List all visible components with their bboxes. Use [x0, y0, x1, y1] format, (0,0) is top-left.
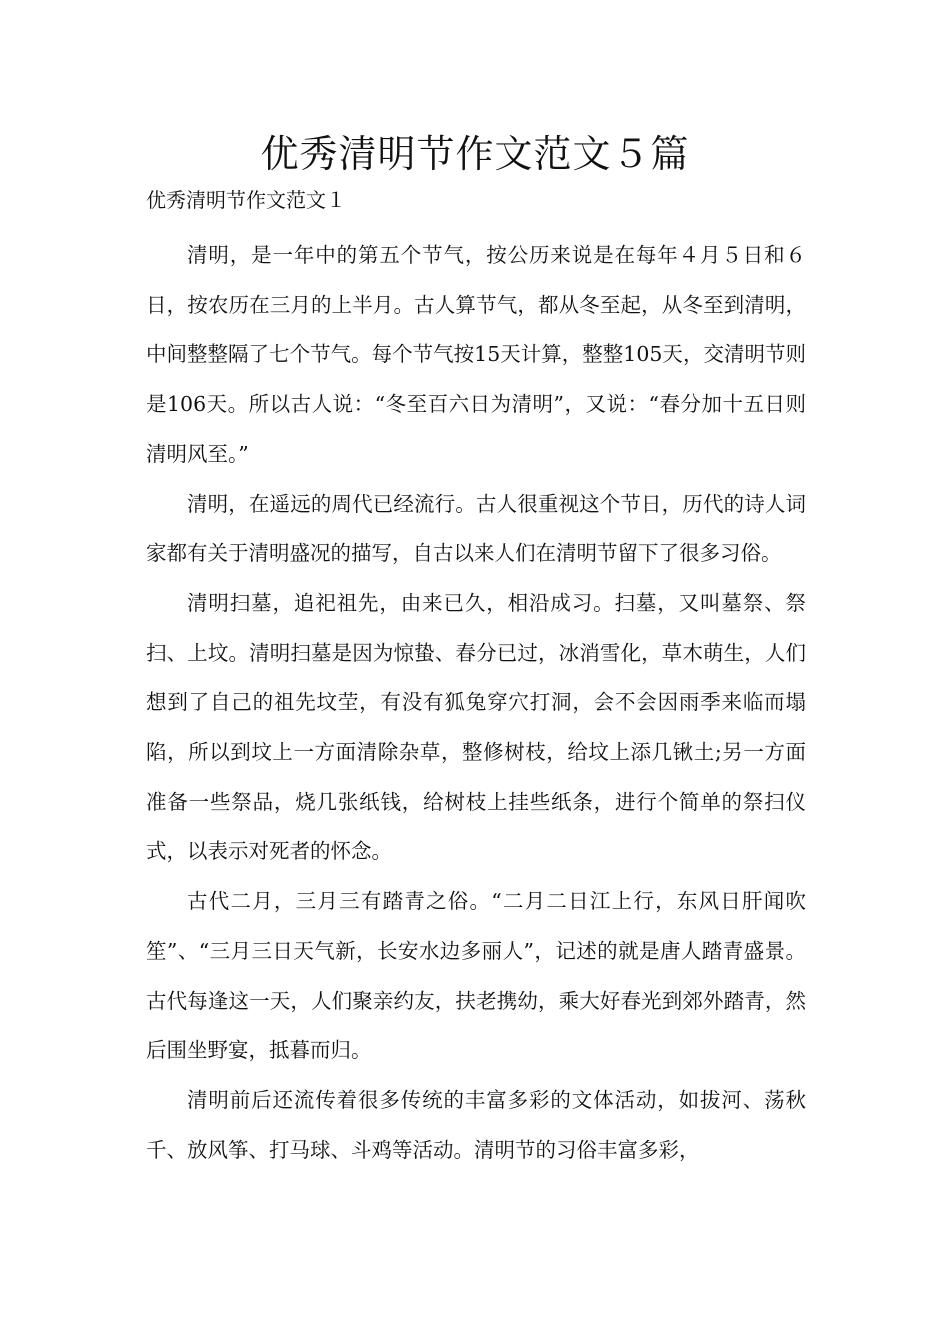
essay-heading: 优秀清明节作文范文１ — [146, 188, 346, 212]
paragraph: 清明，在遥远的周代已经流行。古人很重视这个节日，历代的诗人词家都有关于清明盛况的描写，自古以来人们在清明节留下了很多习俗。 — [146, 491, 806, 566]
document-body — [146, 231, 806, 1175]
paragraph: 古代二月，三月三有踏青之俗。“二月二日江上行，东风日肝闻吹笙”、“三月三日天气新，长安水边多丽人”，记述的就是唐人踏青盛景。古代每逢这一天，人们聚亲约友，扶老携幼，乘大好春光到郊外踏青，然后围坐野宴，抵暮而归。 — [146, 889, 806, 1063]
paragraph: 清明扫墓，追祀祖先，由来已久，相沿成习。扫墓，又叫墓祭、祭扫、上坟。清明扫墓是因为惊蛰、春分已过，冰消雪化，草木萌生，人们想到了自己的祖先坟茔，有没有狐兔穿穴打洞，会不会因雨季来临而塌陷，所以到坟上一方面清除杂草，整修树枝，给坟上添几锹土;另一方面准备一些祭品，烧几张纸钱，给树枝上挂些纸条，进行个简单的祭扫仪式，以表示对死者的怀念。 — [146, 590, 806, 864]
paragraph: 清明前后还流传着很多传统的丰富多彩的文体活动，如拔河、荡秋千、放风筝、打马球、斗鸡等活动。清明节的习俗丰富多彩， — [146, 1087, 806, 1162]
paragraph: 清明，是一年中的第五个节气，按公历来说是在每年４月５日和６日，按农历在三月的上半月。古人算节气，都从冬至起，从冬至到清明，中间整整隔了七个节气。每个节气按15天计算，整整105天，交清明节则是106天。所以古人说：“冬至百六日为清明”，又说：“春分加十五日则清明风至。” — [146, 243, 806, 466]
document-title: 优秀清明节作文范文５篇 — [260, 132, 690, 176]
